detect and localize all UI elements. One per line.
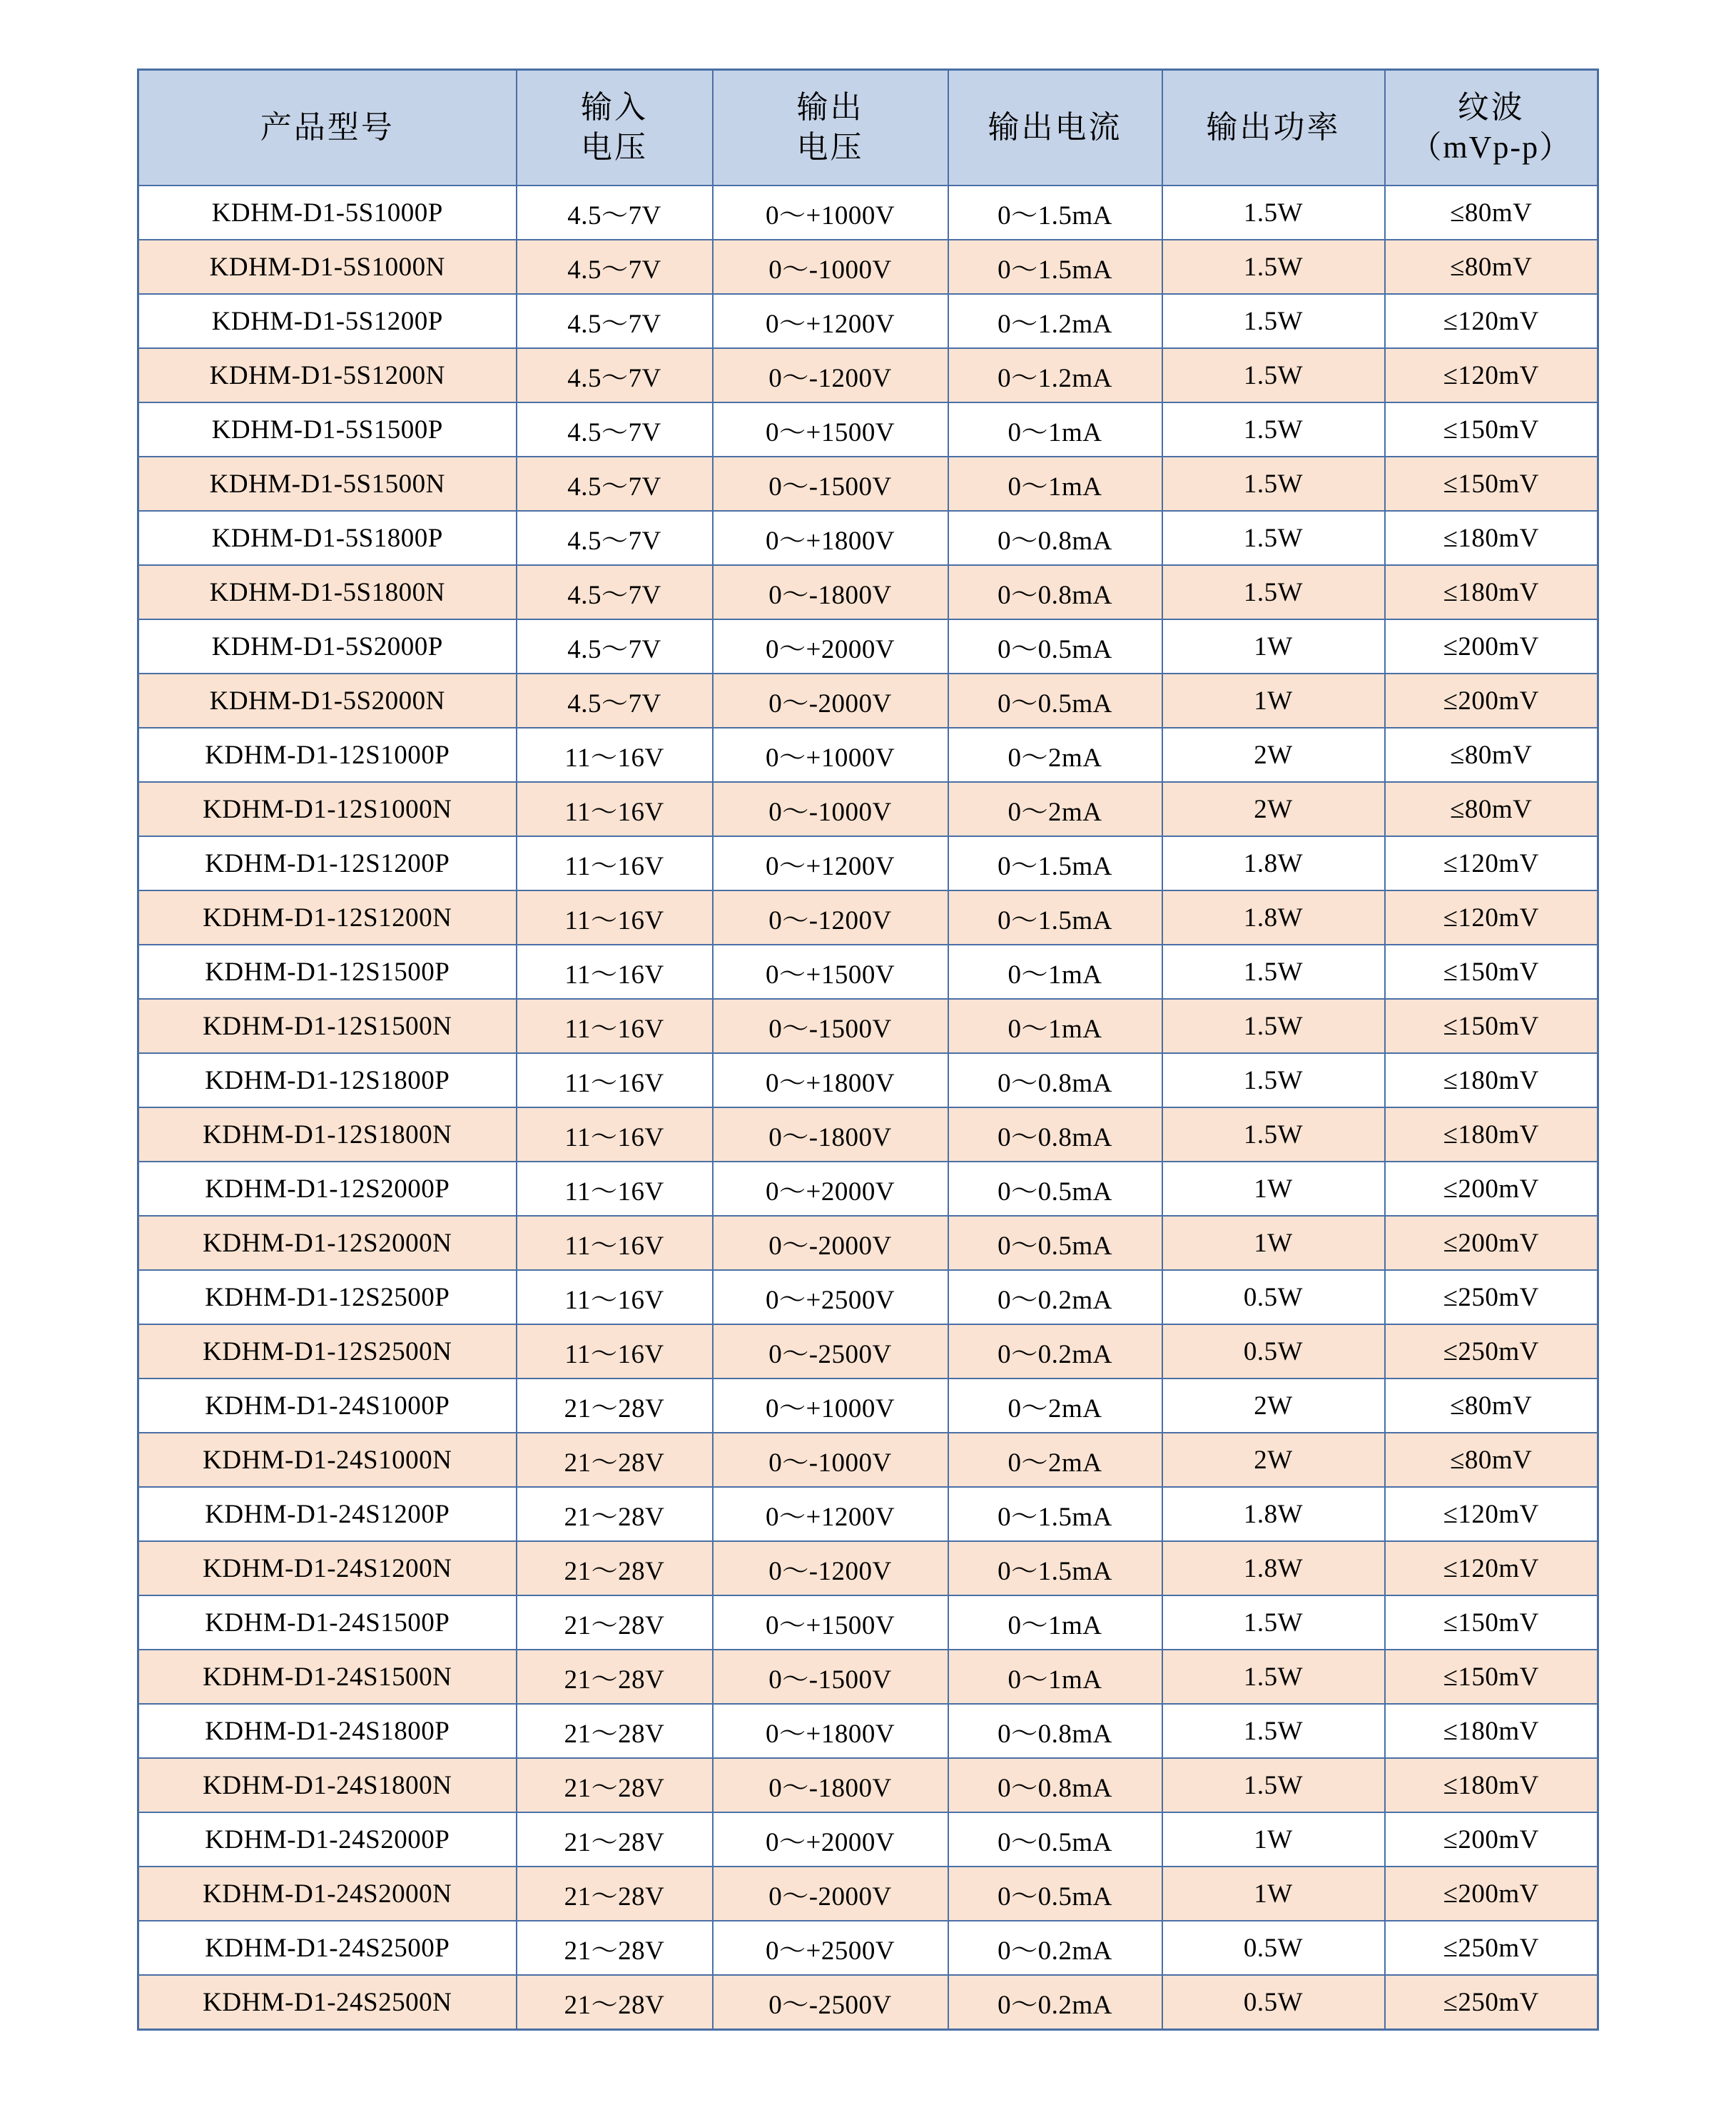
cell-product-model: KDHM-D1-12S2500N [138, 1324, 517, 1379]
cell-ripple: ≤250mV [1385, 1921, 1598, 1975]
cell-ripple: ≤80mV [1385, 1379, 1598, 1433]
cell-output-power: 1.5W [1162, 1053, 1385, 1107]
cell-product-model: KDHM-D1-12S1000N [138, 782, 517, 836]
cell-ripple: ≤120mV [1385, 1541, 1598, 1595]
table-row [138, 457, 1598, 511]
cell-product-model: KDHM-D1-5S1500P [138, 402, 517, 457]
table-row [138, 1758, 1598, 1812]
table-row [138, 1867, 1598, 1921]
table-row [138, 1324, 1598, 1379]
cell-ripple: ≤150mV [1385, 1650, 1598, 1704]
cell-output-voltage: 0～-1500V [713, 999, 948, 1053]
cell-output-voltage: 0～+1000V [713, 728, 948, 782]
cell-output-current: 0～1.5mA [948, 1541, 1162, 1595]
cell-output-current: 0～2mA [948, 728, 1162, 782]
cell-input-voltage: 21～28V [517, 1379, 713, 1433]
cell-output-voltage: 0～-1500V [713, 457, 948, 511]
cell-output-voltage: 0～-2000V [713, 674, 948, 728]
cell-product-model: KDHM-D1-24S1200P [138, 1487, 517, 1541]
cell-ripple: ≤80mV [1385, 782, 1598, 836]
column-header-line1: 输出功率 [1206, 109, 1341, 145]
cell-output-power: 2W [1162, 728, 1385, 782]
table-row [138, 294, 1598, 348]
cell-output-voltage: 0～-1800V [713, 565, 948, 619]
cell-output-voltage: 0～-1000V [713, 1433, 948, 1487]
cell-ripple: ≤150mV [1385, 999, 1598, 1053]
cell-input-voltage: 11～16V [517, 890, 713, 945]
column-header-product-model [138, 70, 517, 186]
cell-ripple: ≤250mV [1385, 1270, 1598, 1324]
cell-output-current: 0～2mA [948, 1433, 1162, 1487]
cell-product-model: KDHM-D1-5S1200N [138, 348, 517, 402]
cell-product-model: KDHM-D1-5S1500N [138, 457, 517, 511]
cell-product-model: KDHM-D1-12S1200N [138, 890, 517, 945]
table-row [138, 1433, 1598, 1487]
cell-input-voltage: 21～28V [517, 1758, 713, 1812]
cell-input-voltage: 21～28V [517, 1541, 713, 1595]
cell-product-model: KDHM-D1-5S1000P [138, 186, 517, 240]
cell-ripple: ≤200mV [1385, 674, 1598, 728]
cell-output-current: 0～1mA [948, 457, 1162, 511]
cell-product-model: KDHM-D1-24S1000P [138, 1379, 517, 1433]
cell-output-voltage: 0～+2000V [713, 1162, 948, 1216]
table-body [138, 186, 1598, 2030]
cell-input-voltage: 21～28V [517, 1867, 713, 1921]
cell-output-voltage: 0～-1200V [713, 890, 948, 945]
cell-output-power: 1.5W [1162, 294, 1385, 348]
table-row [138, 890, 1598, 945]
cell-ripple: ≤200mV [1385, 1162, 1598, 1216]
table-row [138, 348, 1598, 402]
column-header-line1: 纹波 [1457, 89, 1525, 125]
cell-output-power: 1W [1162, 1216, 1385, 1270]
column-header-output-current [948, 70, 1162, 186]
cell-output-current: 0～1mA [948, 402, 1162, 457]
column-header-line2: 电压 [796, 130, 864, 165]
cell-ripple: ≤180mV [1385, 1704, 1598, 1758]
cell-output-power: 0.5W [1162, 1975, 1385, 2030]
cell-product-model: KDHM-D1-24S1200N [138, 1541, 517, 1595]
cell-output-voltage: 0～+2500V [713, 1921, 948, 1975]
cell-output-power: 0.5W [1162, 1324, 1385, 1379]
table-header-row [138, 70, 1598, 186]
cell-output-voltage: 0～-1000V [713, 782, 948, 836]
cell-output-current: 0～1.5mA [948, 240, 1162, 294]
cell-ripple: ≤180mV [1385, 1053, 1598, 1107]
cell-output-voltage: 0～-2000V [713, 1216, 948, 1270]
cell-output-current: 0～0.8mA [948, 1704, 1162, 1758]
cell-output-power: 1.5W [1162, 999, 1385, 1053]
cell-input-voltage: 4.5～7V [517, 565, 713, 619]
cell-output-voltage: 0～-1200V [713, 1541, 948, 1595]
table-row [138, 511, 1598, 565]
cell-output-power: 1W [1162, 1162, 1385, 1216]
cell-input-voltage: 11～16V [517, 836, 713, 890]
cell-output-power: 1.5W [1162, 511, 1385, 565]
product-specification-table [137, 68, 1599, 2031]
cell-ripple: ≤180mV [1385, 511, 1598, 565]
cell-product-model: KDHM-D1-24S1500P [138, 1595, 517, 1650]
cell-output-power: 1.8W [1162, 1541, 1385, 1595]
cell-product-model: KDHM-D1-12S1800P [138, 1053, 517, 1107]
column-header-line1: 输入 [581, 89, 648, 125]
cell-output-power: 1.5W [1162, 565, 1385, 619]
table-row [138, 1270, 1598, 1324]
cell-product-model: KDHM-D1-24S1800N [138, 1758, 517, 1812]
table-row [138, 836, 1598, 890]
cell-ripple: ≤80mV [1385, 240, 1598, 294]
cell-output-power: 1.5W [1162, 348, 1385, 402]
cell-output-voltage: 0～+1800V [713, 1704, 948, 1758]
cell-output-voltage: 0～+1800V [713, 1053, 948, 1107]
cell-input-voltage: 4.5～7V [517, 240, 713, 294]
cell-output-voltage: 0～+1500V [713, 945, 948, 999]
cell-output-voltage: 0～-1500V [713, 1650, 948, 1704]
cell-input-voltage: 21～28V [517, 1487, 713, 1541]
cell-input-voltage: 11～16V [517, 999, 713, 1053]
cell-product-model: KDHM-D1-5S1800N [138, 565, 517, 619]
table-row [138, 1650, 1598, 1704]
cell-output-current: 0～0.2mA [948, 1975, 1162, 2030]
cell-product-model: KDHM-D1-12S1500P [138, 945, 517, 999]
cell-ripple: ≤80mV [1385, 728, 1598, 782]
table-row [138, 619, 1598, 674]
table-row [138, 945, 1598, 999]
table-row [138, 1216, 1598, 1270]
column-header-line2: （mVp-p） [1410, 130, 1573, 165]
cell-output-voltage: 0～+2000V [713, 1812, 948, 1867]
cell-output-voltage: 0～+1200V [713, 836, 948, 890]
column-header-output-power [1162, 70, 1385, 186]
cell-output-current: 0～1mA [948, 1595, 1162, 1650]
cell-output-power: 1.8W [1162, 836, 1385, 890]
cell-output-current: 0～1.5mA [948, 836, 1162, 890]
cell-output-current: 0～1mA [948, 1650, 1162, 1704]
column-header-input-voltage [517, 70, 713, 186]
cell-output-power: 1.5W [1162, 945, 1385, 999]
cell-input-voltage: 11～16V [517, 1162, 713, 1216]
cell-output-voltage: 0～+2500V [713, 1270, 948, 1324]
cell-output-voltage: 0～-2500V [713, 1975, 948, 2030]
table-row [138, 565, 1598, 619]
cell-product-model: KDHM-D1-5S2000N [138, 674, 517, 728]
cell-output-power: 1W [1162, 1812, 1385, 1867]
column-header-line1: 输出电流 [988, 109, 1122, 145]
cell-input-voltage: 21～28V [517, 1812, 713, 1867]
column-header-output-voltage [713, 70, 948, 186]
cell-output-power: 1.5W [1162, 1704, 1385, 1758]
cell-product-model: KDHM-D1-24S1800P [138, 1704, 517, 1758]
cell-input-voltage: 11～16V [517, 1270, 713, 1324]
cell-input-voltage: 4.5～7V [517, 674, 713, 728]
cell-ripple: ≤80mV [1385, 1433, 1598, 1487]
cell-output-power: 0.5W [1162, 1921, 1385, 1975]
cell-output-voltage: 0～-1000V [713, 240, 948, 294]
cell-output-power: 1W [1162, 619, 1385, 674]
cell-ripple: ≤200mV [1385, 1867, 1598, 1921]
table-row [138, 1107, 1598, 1162]
table-row [138, 1704, 1598, 1758]
cell-input-voltage: 11～16V [517, 1053, 713, 1107]
cell-output-current: 0～0.5mA [948, 1867, 1162, 1921]
cell-ripple: ≤180mV [1385, 565, 1598, 619]
cell-output-power: 2W [1162, 782, 1385, 836]
cell-output-voltage: 0～-2500V [713, 1324, 948, 1379]
cell-output-power: 1W [1162, 1867, 1385, 1921]
table-row [138, 1595, 1598, 1650]
cell-output-power: 1.8W [1162, 1487, 1385, 1541]
cell-output-voltage: 0～+1000V [713, 1379, 948, 1433]
cell-output-power: 2W [1162, 1433, 1385, 1487]
cell-input-voltage: 21～28V [517, 1433, 713, 1487]
cell-output-current: 0～1mA [948, 999, 1162, 1053]
cell-input-voltage: 4.5～7V [517, 511, 713, 565]
table-header [138, 70, 1598, 186]
cell-ripple: ≤200mV [1385, 1216, 1598, 1270]
table-row [138, 674, 1598, 728]
cell-input-voltage: 11～16V [517, 1216, 713, 1270]
cell-output-current: 0～2mA [948, 1379, 1162, 1433]
cell-output-power: 1.5W [1162, 186, 1385, 240]
cell-ripple: ≤120mV [1385, 1487, 1598, 1541]
cell-output-voltage: 0～-1800V [713, 1758, 948, 1812]
cell-output-voltage: 0～+1500V [713, 402, 948, 457]
cell-ripple: ≤120mV [1385, 294, 1598, 348]
cell-input-voltage: 11～16V [517, 1324, 713, 1379]
cell-product-model: KDHM-D1-12S1500N [138, 999, 517, 1053]
cell-input-voltage: 21～28V [517, 1595, 713, 1650]
cell-input-voltage: 11～16V [517, 945, 713, 999]
cell-output-current: 0～0.5mA [948, 674, 1162, 728]
cell-output-current: 0～0.8mA [948, 565, 1162, 619]
cell-input-voltage: 21～28V [517, 1975, 713, 2030]
cell-output-voltage: 0～+1200V [713, 294, 948, 348]
cell-input-voltage: 4.5～7V [517, 186, 713, 240]
cell-product-model: KDHM-D1-12S2000N [138, 1216, 517, 1270]
cell-output-power: 1.5W [1162, 402, 1385, 457]
cell-product-model: KDHM-D1-5S1000N [138, 240, 517, 294]
cell-output-current: 0～0.5mA [948, 1216, 1162, 1270]
cell-product-model: KDHM-D1-24S2500N [138, 1975, 517, 2030]
cell-product-model: KDHM-D1-12S1200P [138, 836, 517, 890]
cell-output-current: 0～0.2mA [948, 1921, 1162, 1975]
column-header-line2: 电压 [581, 130, 648, 165]
cell-input-voltage: 11～16V [517, 782, 713, 836]
cell-ripple: ≤200mV [1385, 1812, 1598, 1867]
cell-ripple: ≤200mV [1385, 619, 1598, 674]
cell-input-voltage: 4.5～7V [517, 457, 713, 511]
cell-product-model: KDHM-D1-5S1200P [138, 294, 517, 348]
cell-ripple: ≤150mV [1385, 457, 1598, 511]
table-row [138, 1162, 1598, 1216]
table-row [138, 1812, 1598, 1867]
cell-input-voltage: 21～28V [517, 1650, 713, 1704]
table-row [138, 782, 1598, 836]
cell-output-voltage: 0～+2000V [713, 619, 948, 674]
cell-output-power: 1W [1162, 674, 1385, 728]
cell-output-current: 0～1.5mA [948, 890, 1162, 945]
cell-output-current: 0～0.5mA [948, 619, 1162, 674]
cell-output-current: 0～0.8mA [948, 1758, 1162, 1812]
cell-input-voltage: 21～28V [517, 1704, 713, 1758]
cell-product-model: KDHM-D1-24S1000N [138, 1433, 517, 1487]
cell-ripple: ≤120mV [1385, 348, 1598, 402]
cell-product-model: KDHM-D1-5S1800P [138, 511, 517, 565]
cell-product-model: KDHM-D1-12S2500P [138, 1270, 517, 1324]
cell-output-power: 1.5W [1162, 1595, 1385, 1650]
cell-output-power: 1.5W [1162, 240, 1385, 294]
table-row [138, 1541, 1598, 1595]
cell-input-voltage: 11～16V [517, 1107, 713, 1162]
cell-ripple: ≤250mV [1385, 1975, 1598, 2030]
cell-input-voltage: 4.5～7V [517, 348, 713, 402]
cell-product-model: KDHM-D1-24S2000P [138, 1812, 517, 1867]
table-row [138, 1053, 1598, 1107]
cell-output-power: 1.5W [1162, 1758, 1385, 1812]
cell-input-voltage: 4.5～7V [517, 402, 713, 457]
cell-ripple: ≤150mV [1385, 1595, 1598, 1650]
cell-output-current: 0～1.5mA [948, 186, 1162, 240]
cell-output-voltage: 0～-1200V [713, 348, 948, 402]
cell-output-power: 0.5W [1162, 1270, 1385, 1324]
cell-output-power: 1.5W [1162, 457, 1385, 511]
table-row [138, 999, 1598, 1053]
cell-ripple: ≤150mV [1385, 402, 1598, 457]
cell-ripple: ≤150mV [1385, 945, 1598, 999]
cell-output-current: 0～0.5mA [948, 1162, 1162, 1216]
cell-output-current: 0～0.2mA [948, 1324, 1162, 1379]
cell-product-model: KDHM-D1-24S1500N [138, 1650, 517, 1704]
table-row [138, 1487, 1598, 1541]
table-row [138, 186, 1598, 240]
cell-output-current: 0～2mA [948, 782, 1162, 836]
cell-output-current: 0～1mA [948, 945, 1162, 999]
cell-product-model: KDHM-D1-12S1800N [138, 1107, 517, 1162]
cell-output-voltage: 0～+1000V [713, 186, 948, 240]
cell-output-current: 0～0.2mA [948, 1270, 1162, 1324]
cell-input-voltage: 21～28V [517, 1921, 713, 1975]
cell-ripple: ≤180mV [1385, 1758, 1598, 1812]
cell-output-voltage: 0～+1500V [713, 1595, 948, 1650]
cell-output-power: 2W [1162, 1379, 1385, 1433]
cell-product-model: KDHM-D1-24S2000N [138, 1867, 517, 1921]
cell-ripple: ≤80mV [1385, 186, 1598, 240]
column-header-line1: 产品型号 [260, 109, 395, 145]
table-row [138, 1975, 1598, 2030]
cell-output-voltage: 0～+1800V [713, 511, 948, 565]
cell-ripple: ≤250mV [1385, 1324, 1598, 1379]
cell-output-voltage: 0～+1200V [713, 1487, 948, 1541]
cell-output-current: 0～1.2mA [948, 294, 1162, 348]
table-row [138, 1921, 1598, 1975]
cell-product-model: KDHM-D1-12S1000P [138, 728, 517, 782]
cell-ripple: ≤180mV [1385, 1107, 1598, 1162]
cell-product-model: KDHM-D1-12S2000P [138, 1162, 517, 1216]
table-row [138, 240, 1598, 294]
cell-input-voltage: 4.5～7V [517, 294, 713, 348]
cell-product-model: KDHM-D1-24S2500P [138, 1921, 517, 1975]
cell-output-power: 1.5W [1162, 1650, 1385, 1704]
table-row [138, 1379, 1598, 1433]
cell-output-voltage: 0～-2000V [713, 1867, 948, 1921]
cell-output-current: 0～1.2mA [948, 348, 1162, 402]
table-row [138, 402, 1598, 457]
cell-ripple: ≤120mV [1385, 890, 1598, 945]
table-row [138, 728, 1598, 782]
cell-output-current: 0～1.5mA [948, 1487, 1162, 1541]
cell-output-power: 1.8W [1162, 890, 1385, 945]
cell-output-current: 0～0.8mA [948, 1107, 1162, 1162]
cell-input-voltage: 11～16V [517, 728, 713, 782]
cell-output-current: 0～0.8mA [948, 1053, 1162, 1107]
cell-input-voltage: 4.5～7V [517, 619, 713, 674]
cell-output-power: 1.5W [1162, 1107, 1385, 1162]
column-header-ripple [1385, 70, 1598, 186]
cell-ripple: ≤120mV [1385, 836, 1598, 890]
cell-output-current: 0～0.8mA [948, 511, 1162, 565]
cell-product-model: KDHM-D1-5S2000P [138, 619, 517, 674]
cell-output-current: 0～0.5mA [948, 1812, 1162, 1867]
column-header-line1: 输出 [796, 89, 864, 125]
cell-output-voltage: 0～-1800V [713, 1107, 948, 1162]
